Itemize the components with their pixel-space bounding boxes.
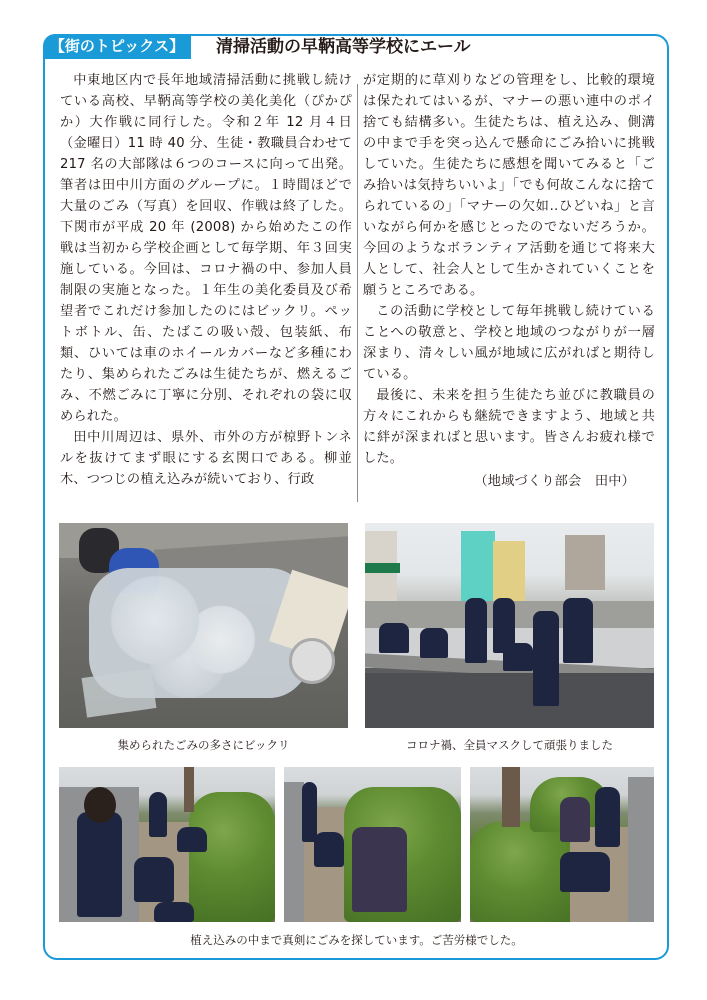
photo-students-shrubs-2: [284, 767, 461, 922]
photo-student: [503, 643, 533, 671]
photo-caption: 集められたごみの多さにビックリ: [117, 738, 290, 752]
photo-plastic-sheet: [82, 668, 157, 717]
photo-teacher: [352, 827, 407, 912]
photo-building: [565, 535, 605, 590]
photo-wheel-cover: [289, 638, 335, 684]
photo-student: [379, 623, 409, 653]
photo-student: [563, 598, 593, 663]
photo-caption: 植え込みの中まで真剣にごみを探しています。ご苦労様でした。: [190, 933, 523, 947]
photo-student-head: [84, 787, 116, 823]
article-left-column: [60, 70, 352, 490]
photo-student: [302, 782, 317, 842]
paragraph: 最後に、未来を担う生徒たち並びに教職員の方々にこれからも継続できますよう、地域と共に絆が深まればと思います。皆さんお疲れ様でした。: [363, 388, 655, 466]
photo-tree-trunk: [502, 767, 520, 827]
photo-tree-trunk: [184, 767, 194, 812]
photo-shrub: [189, 792, 275, 922]
photo-students-bridge: [365, 523, 654, 728]
photo-road: [365, 673, 654, 728]
photo-student: [595, 787, 620, 847]
photo-student: [154, 902, 194, 922]
photo-collected-garbage: [59, 523, 348, 728]
photo-students-shrubs-3: [470, 767, 654, 922]
photo-student: [420, 628, 448, 658]
photo-teacher: [560, 797, 590, 842]
author-signature: （地域づくり部会 田中）: [474, 474, 635, 489]
photo-student: [465, 598, 487, 663]
column-divider: [357, 84, 358, 502]
photo-students-shrubs-1: [59, 767, 275, 922]
photo-student: [533, 611, 559, 706]
photo-building: [461, 531, 495, 601]
paragraph: 中東地区内で長年地域清掃活動に挑戦し続けている高校、早鞆高等学校の美化美化（ぴかぴか）大作戦に同行した。令和２年 12 月４日（金曜日）11 時 40 分、生徒・教職員合わせて 217 名の大部隊は６つのコースに向って出発。筆者は田中川方面のグループに。１時間ほどで大量のごみ（写真）を回収、作戦は終了した。下関市が平成 20 年 (2008) から始めたこの作戦は当初から学校企画として毎学期、年３回実施している。今回は、コロナ禍の中、参加人員制限の実施となった。１年生の美化委員及び希望者でこれだけ参加したのにはビックリ。ペットボトル、缶、たばこの吸い殻、包装紙、布類、ひいては車のホイールカバーなど多種にわたり、集められたごみは生徒たちが、燃えるごみ、不燃ごみに丁寧に分別、それぞれの袋に収められた。: [60, 73, 352, 424]
photo-road: [284, 782, 304, 922]
paragraph: この活動に学校として毎年挑戦し続けていることへの敬意と、学校と地域のつながりが一層深まり、清々しい風が地域に広がればと期待している。: [363, 304, 655, 382]
category-tag: 【街のトピックス】: [43, 34, 191, 59]
photo-student: [149, 792, 167, 837]
article-title: 清掃活動の早鞆高等学校にエール: [216, 37, 471, 57]
photo-student: [314, 832, 344, 867]
photo-caption: コロナ禍、全員マスクして頑張りました: [406, 738, 613, 752]
paragraph: が定期的に草刈りなどの管理をし、比較的環境は保たれてはいるが、マナーの悪い連中のポイ捨ても結構多い。生徒たちは、植え込み、側溝の中まで手を突っ込んで懸命にごみ拾いに挑戦していた。生徒たちに感想を聞いてみると「ごみ拾いは気持ちいいよ」「でも何故こんなに捨てられているの」「マナーの欠如‥ひどいね」と言いながら何かを感じとったのでないだろうか。今回のようなボランティア活動を通じて将来大人として、社会人として生かされていくことを願うところである。: [363, 73, 655, 298]
photo-student: [177, 827, 207, 852]
photo-building: [493, 541, 525, 601]
article-right-column: [363, 70, 655, 492]
paragraph: 田中川周辺は、県外、市外の方が椋野トンネルを抜けてまず眼にする玄関口である。柳並木、つつじの植え込みが続いており、行政: [60, 430, 352, 487]
photo-student: [77, 812, 122, 917]
photo-student: [560, 852, 610, 892]
photo-shop-sign: [365, 563, 400, 573]
photo-student: [134, 857, 174, 902]
photo-road: [628, 777, 654, 922]
